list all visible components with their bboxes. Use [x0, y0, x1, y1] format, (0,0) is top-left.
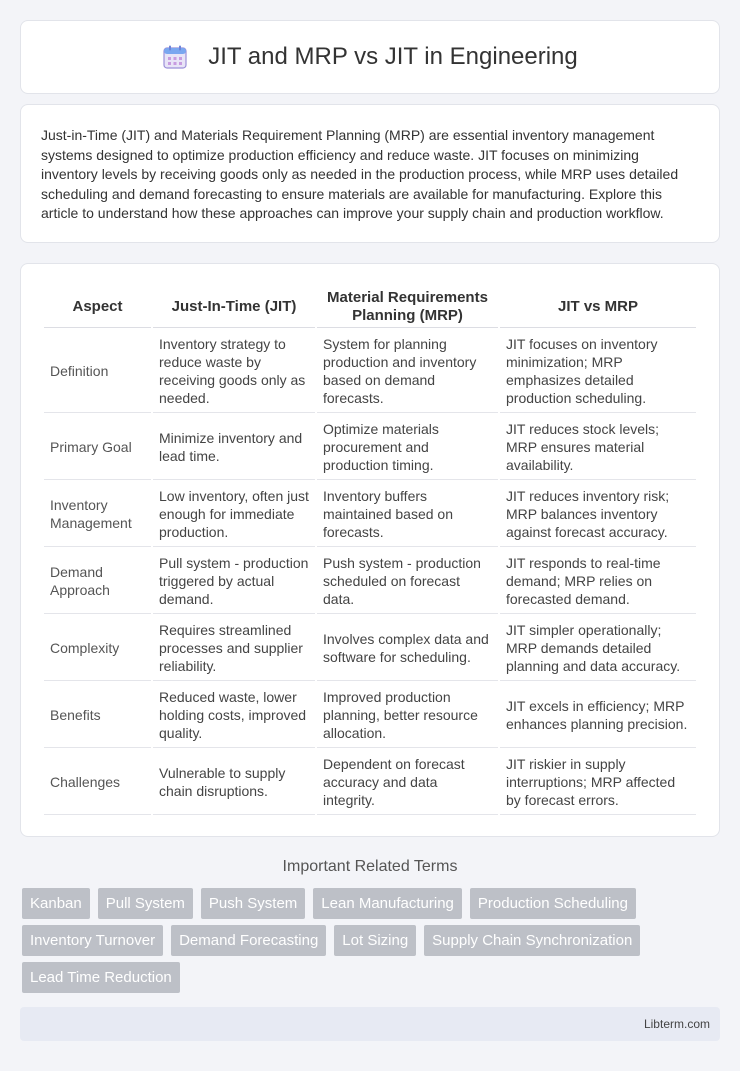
tag-push-system[interactable]: Push System: [201, 888, 305, 919]
related-terms-title: Important Related Terms: [282, 858, 458, 875]
header-jit-vs-mrp: JIT vs MRP: [500, 286, 696, 328]
table-cell: JIT simpler operationally; MRP demands detailed planning and data accuracy.: [500, 616, 696, 681]
tag-lean-manufacturing[interactable]: Lean Manufacturing: [313, 888, 462, 919]
table-cell: Low inventory, often just enough for immediate production.: [153, 482, 315, 547]
table-cell: Improved production planning, better resource allocation.: [317, 683, 498, 748]
table-header-row: [44, 286, 696, 328]
table-cell: Optimize materials procurement and production timing.: [317, 415, 498, 480]
table-cell: Requires streamlined processes and supplier reliability.: [153, 616, 315, 681]
table-cell: Reduced waste, lower holding costs, improved quality.: [153, 683, 315, 748]
table-cell: Minimize inventory and lead time.: [153, 415, 315, 480]
tag-inventory-turnover[interactable]: Inventory Turnover: [22, 925, 163, 956]
comparison-table-card: [20, 263, 720, 837]
related-terms-section: [20, 858, 720, 876]
table-cell: Vulnerable to supply chain disruptions.: [153, 750, 315, 815]
table-row: [44, 415, 696, 480]
table-cell: Push system - production scheduled on forecast data.: [317, 549, 498, 614]
table-cell-aspect: Primary Goal: [44, 415, 151, 480]
header-aspect: Aspect: [44, 286, 151, 328]
header-jit: Just-In-Time (JIT): [153, 286, 315, 328]
table-row: [44, 750, 696, 815]
page-title: JIT and MRP vs JIT in Engineering: [208, 43, 578, 70]
table-cell: JIT responds to real-time demand; MRP relies on forecasted demand.: [500, 549, 696, 614]
table-cell: System for planning production and inventory based on demand forecasts.: [317, 330, 498, 413]
table-cell: Dependent on forecast accuracy and data integrity.: [317, 750, 498, 815]
table-cell-aspect: Inventory Management: [44, 482, 151, 547]
table-cell: Inventory buffers maintained based on forecasts.: [317, 482, 498, 547]
table-cell-aspect: Complexity: [44, 616, 151, 681]
comparison-table: [42, 284, 698, 817]
table-cell: JIT riskier in supply interruptions; MRP affected by forecast errors.: [500, 750, 696, 815]
table-cell-aspect: Definition: [44, 330, 151, 413]
table-row: [44, 330, 696, 413]
table-row: [44, 616, 696, 681]
intro-card: [20, 104, 720, 243]
table-cell: Pull system - production triggered by actual demand.: [153, 549, 315, 614]
tag-production-scheduling[interactable]: Production Scheduling: [470, 888, 636, 919]
table-cell: JIT reduces inventory risk; MRP balances inventory against forecast accuracy.: [500, 482, 696, 547]
table-row: [44, 683, 696, 748]
footer-site-link[interactable]: Libterm.com: [643, 1017, 710, 1031]
table-cell: JIT reduces stock levels; MRP ensures material availability.: [500, 415, 696, 480]
tag-lead-time-reduction[interactable]: Lead Time Reduction: [22, 962, 180, 993]
table-cell-aspect: Benefits: [44, 683, 151, 748]
table-cell: JIT focuses on inventory minimization; MRP emphasizes detailed production scheduling.: [500, 330, 696, 413]
tag-pull-system[interactable]: Pull System: [98, 888, 193, 919]
footer: [20, 1007, 720, 1041]
table-cell: Inventory strategy to reduce waste by receiving goods only as needed.: [153, 330, 315, 413]
tag-kanban[interactable]: Kanban: [22, 888, 90, 919]
tag-supply-chain-synchronization[interactable]: Supply Chain Synchronization: [424, 925, 640, 956]
calendar-icon: [162, 44, 188, 70]
header-card: [20, 20, 720, 94]
table-row: [44, 482, 696, 547]
intro-text: Just-in-Time (JIT) and Materials Requirement Planning (MRP) are essential inventory management systems designed to optimize production efficiency and reduce waste. JIT focuses on minimizing inventory levels by receiving goods only as needed in the production process, while MRP uses detailed scheduling and demand forecasting to ensure materials are available for manufacturing. Explore this article to understand how these approaches can improve your supply chain and production workflow.: [41, 127, 679, 222]
header-mrp: Material Requirements Planning (MRP): [317, 286, 498, 328]
tag-lot-sizing[interactable]: Lot Sizing: [334, 925, 416, 956]
tag-demand-forecasting[interactable]: Demand Forecasting: [171, 925, 326, 956]
table-cell-aspect: Demand Approach: [44, 549, 151, 614]
related-tags: [22, 888, 712, 999]
table-row: [44, 549, 696, 614]
table-cell: Involves complex data and software for scheduling.: [317, 616, 498, 681]
table-cell: JIT excels in efficiency; MRP enhances planning precision.: [500, 683, 696, 748]
table-cell-aspect: Challenges: [44, 750, 151, 815]
